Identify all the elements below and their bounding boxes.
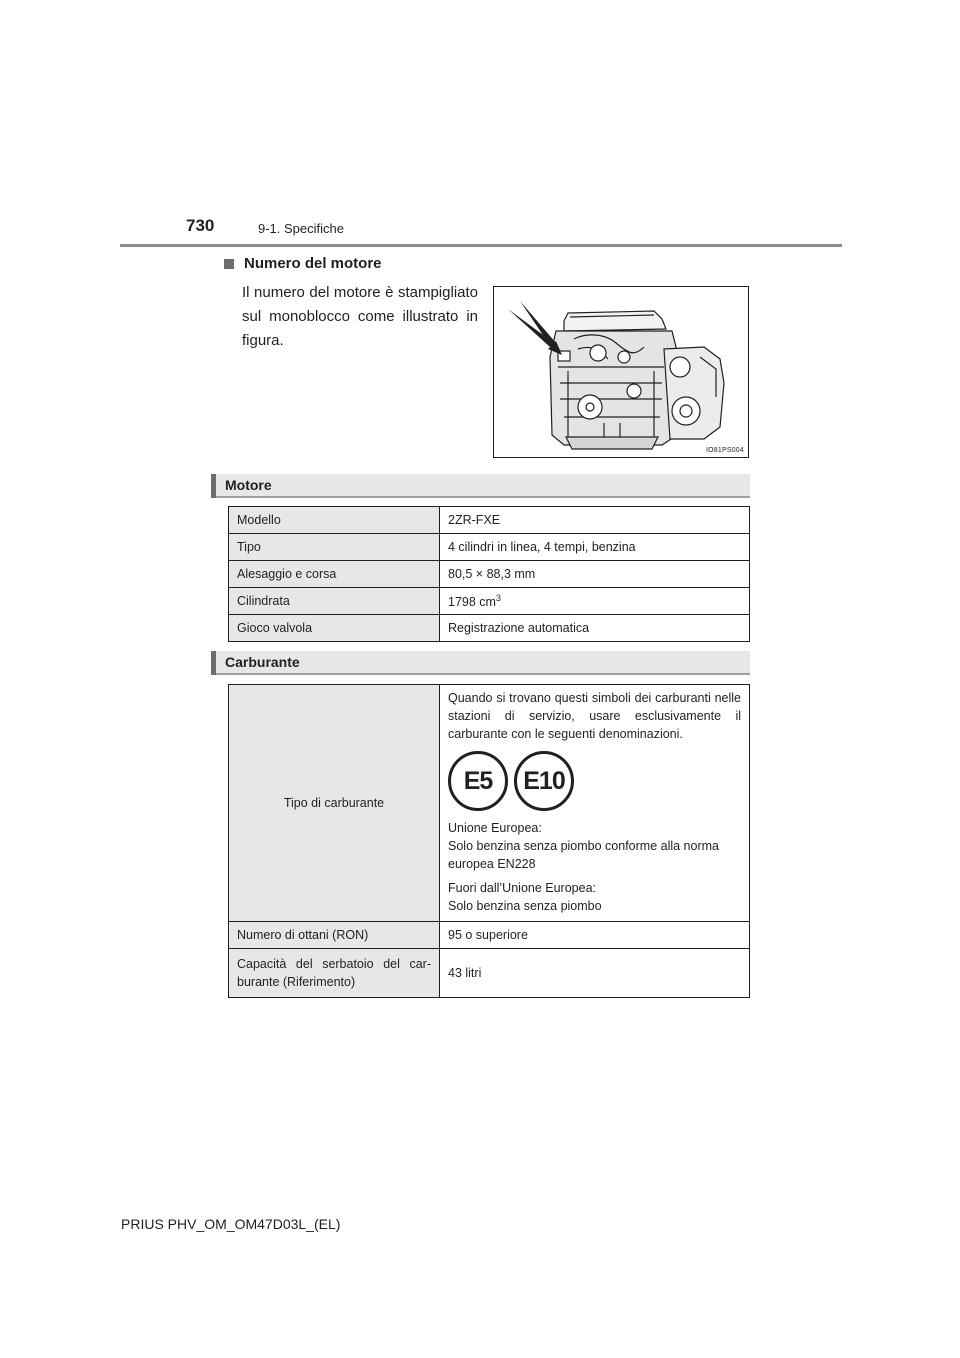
fuel-description: Quando si trovano questi simboli dei carburanti nelle stazioni di servizio, usare esclusivamente il carburante con le seguenti denominazioni. [448,691,741,741]
octane-value: 95 o superiore [440,922,750,949]
capacity-value: 43 litri [440,949,750,998]
non-eu-fuel-note [448,879,741,915]
fuel-section-bar [211,651,750,675]
unit-exponent: 3 [495,592,501,603]
table-row [229,685,750,922]
spec-label: Alesaggio e corsa [229,561,440,588]
table-row [229,922,750,949]
table-row [229,507,750,534]
footer-code: PRIUS PHV_OM_OM47D03L_(EL) [121,1216,341,1232]
fuel-type-value [440,685,750,922]
spec-value: 4 cilindri in linea, 4 tempi, benzina [440,534,750,561]
eu-text: Solo benzina senza piombo conforme alla norma europea EN228 [448,839,719,871]
eu-title: Unione Europea: [448,821,542,835]
engine-number-text: Il numero del motore è stampigliato sul monoblocco come illustrato in figura. [242,284,478,349]
table-row [229,588,750,615]
engine-drawing [494,287,749,458]
fuel-specs-table [228,684,750,998]
spec-value: 2ZR-FXE [440,507,750,534]
engine-section-bar [211,474,750,498]
spec-label: Tipo [229,534,440,561]
eu-fuel-note [448,819,741,873]
fuel-type-label-text: Tipo di carburante [283,796,385,810]
table-row [229,615,750,642]
fuel-symbols [448,751,741,811]
table-row [229,534,750,561]
fuel-type-label [229,685,440,922]
square-bullet-icon [224,259,234,269]
spec-label: Gioco valvola [229,615,440,642]
page-number: 730 [186,216,215,235]
e10-fuel-icon: E10 [514,751,574,811]
header-rule [120,244,842,247]
engine-illustration [493,286,749,458]
non-eu-text: Solo benzina senza piombo [448,899,602,913]
octane-label: Numero di ottani (RON) [229,922,440,949]
spec-value: 80,5 × 88,3 mm [440,561,750,588]
engine-number-heading [224,255,382,272]
section-label: 9-1. Specifiche [258,221,344,236]
engine-number-title: Numero del motore [244,255,382,272]
spec-value [440,588,750,615]
spec-label: Modello [229,507,440,534]
e5-fuel-icon: E5 [448,751,508,811]
table-row [229,561,750,588]
spec-label: Cilindrata [229,588,440,615]
engine-specs-table [228,506,750,642]
fuel-section-title: Carburante [225,654,300,670]
spec-value: Registrazione automatica [440,615,750,642]
displacement-value: 1798 cm [448,595,496,610]
engine-section-title: Motore [225,477,272,493]
table-row [229,949,750,998]
figure-code: IO81PS004 [706,447,744,454]
capacity-label: Capacità del serbatoio del car-burante (Riferimento) [229,949,440,998]
non-eu-title: Fuori dall’Unione Europea: [448,881,597,895]
